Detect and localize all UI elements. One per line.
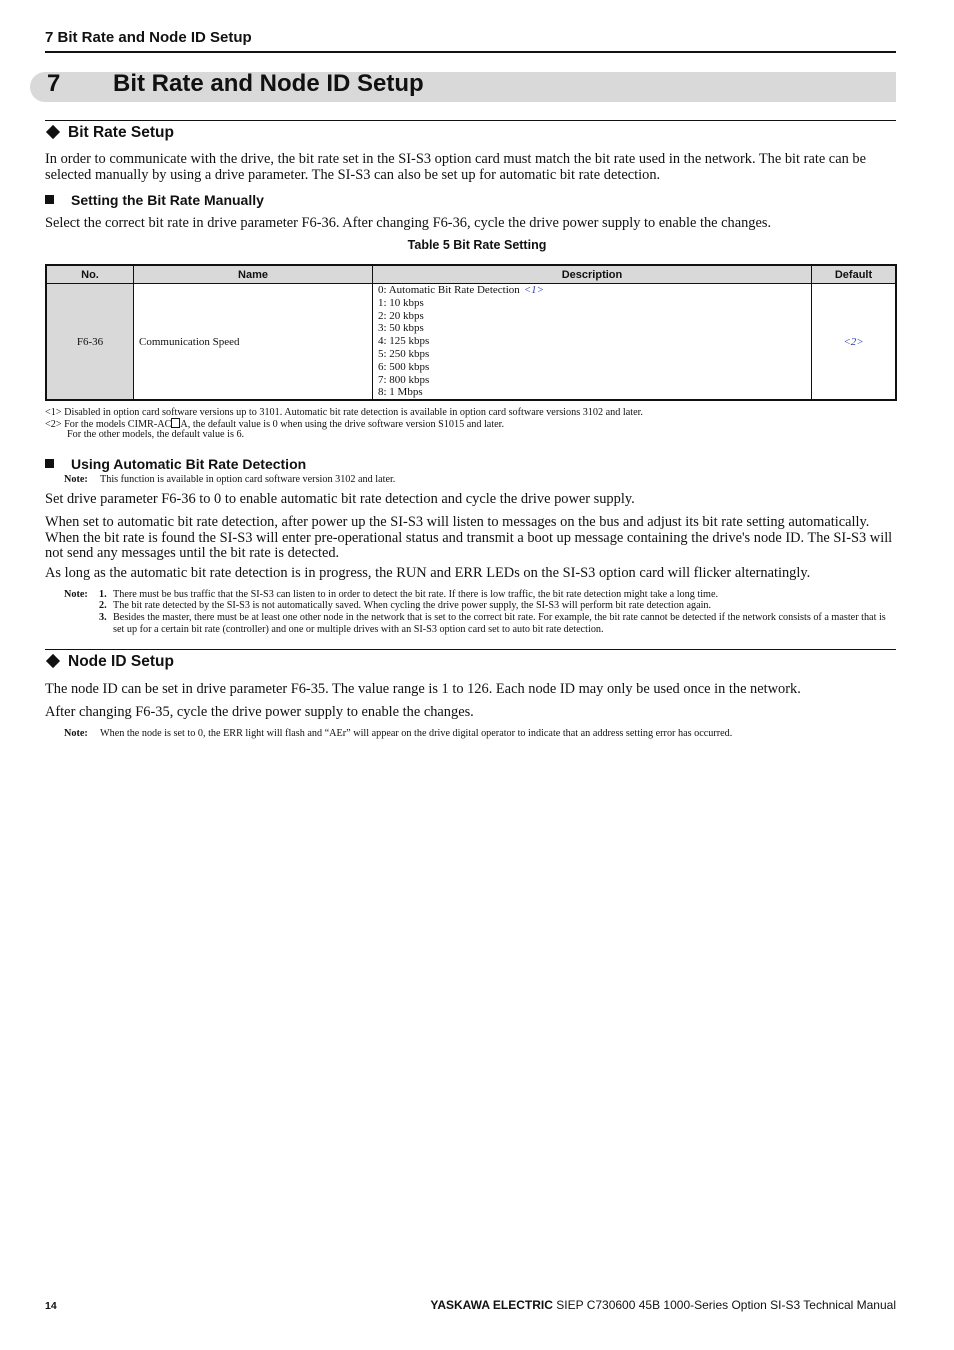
- description-line: 5: 250 kbps: [378, 347, 430, 360]
- note-number: 3.: [99, 612, 107, 623]
- square-bullet-icon: [45, 459, 54, 468]
- footer-brand: YASKAWA ELECTRIC: [430, 1298, 553, 1312]
- note-list-item: [99, 589, 896, 601]
- column-header-description: Description: [373, 265, 812, 284]
- table-caption: Table 5 Bit Rate Setting: [407, 238, 547, 252]
- note-list-item: [99, 600, 896, 612]
- note-label: Note:: [64, 474, 88, 485]
- section-divider: [45, 120, 896, 121]
- footer-manual-title: [430, 1298, 896, 1312]
- running-header: 7 Bit Rate and Node ID Setup: [45, 29, 252, 46]
- table-header-row: [46, 265, 896, 284]
- parameter-name-cell: Communication Speed: [134, 284, 373, 401]
- section-heading-bit-rate: [45, 124, 174, 142]
- description-line: 2: 20 kbps: [378, 309, 424, 322]
- note-label: Note:: [64, 728, 88, 739]
- section-heading-text: Bit Rate Setup: [68, 124, 174, 141]
- footnote-2-text-start: <2> For the models CIMR-AC: [45, 419, 172, 430]
- footer-manual-name: SIEP C730600 45B 1000-Series Option SI-S3 Technical Manual: [552, 1298, 896, 1312]
- description-line: 3: 50 kbps: [378, 322, 424, 335]
- subsection-heading-text: Setting the Bit Rate Manually: [71, 192, 264, 208]
- column-header-no: No.: [46, 265, 134, 284]
- note-item-text: The bit rate detected by the SI-S3 is not automatically saved. When cycling the drive power supply, the SI-S3 will perform bit rate detection again.: [113, 600, 712, 611]
- diamond-bullet-icon: [46, 125, 60, 139]
- description-line: 8: 1 Mbps: [378, 386, 423, 399]
- description-line: 4: 125 kbps: [378, 335, 430, 348]
- description-line: 1: 10 kbps: [378, 296, 424, 309]
- diamond-bullet-icon: [46, 654, 60, 668]
- subsection-heading-text: Using Automatic Bit Rate Detection: [71, 456, 307, 472]
- note-list-item: [99, 612, 896, 635]
- subsection-heading-auto-detection: [45, 456, 306, 472]
- section-heading-node-id: [45, 653, 174, 671]
- bit-rate-table: [45, 264, 897, 401]
- description-line: [378, 284, 806, 297]
- table-footnote-2-continued: For the other models, the default value is 6.: [67, 429, 245, 440]
- parameter-number-cell: F6-36: [46, 284, 134, 401]
- notes-label: Note:: [64, 589, 88, 600]
- footnote-ref-1[interactable]: <1>: [523, 284, 545, 296]
- column-header-name: Name: [134, 265, 373, 284]
- page-number: 14: [45, 1300, 57, 1312]
- header-rule: [45, 51, 896, 53]
- subsection-heading-manual: [45, 192, 264, 208]
- section-divider: [45, 649, 896, 650]
- column-header-default: Default: [812, 265, 897, 284]
- description-line: 7: 800 kbps: [378, 373, 430, 386]
- chapter-title: Bit Rate and Node ID Setup: [113, 70, 424, 97]
- note-text: When the node is set to 0, the ERR light will flash and “AEr” will appear on the drive digital operator to indicate that an address setting error has occurred.: [100, 728, 733, 739]
- parameter-description-cell: [373, 284, 812, 401]
- table-footnote-1: <1> Disabled in option card software versions up to 3101. Automatic bit rate detection is available in option card software versions 3102 and later.: [45, 407, 643, 418]
- chapter-number: 7: [47, 70, 61, 97]
- section-heading-text: Node ID Setup: [68, 653, 174, 670]
- auto-detection-paragraph-2: When set to automatic bit rate detection, after power up the SI-S3 will listen to messages on the bus and adjust its bit rate setting automatically. When the bit rate is found the SI-S3 will enter pre-operational status and transmit a boot up message containing the drive's node ID. The SI-S3 will not send any messages until the bit rate is detected.: [45, 514, 893, 561]
- table-row: [46, 284, 896, 401]
- auto-detection-paragraph-3: As long as the automatic bit rate detection is in progress, the RUN and ERR LEDs on the SI-S3 option card will flicker alternatingly.: [45, 565, 811, 581]
- manual-setting-paragraph: Select the correct bit rate in drive parameter F6-36. After changing F6-36, cycle the drive power supply to enable the changes.: [45, 215, 772, 231]
- bit-rate-intro-paragraph: In order to communicate with the drive, the bit rate set in the SI-S3 option card must match the bit rate used in the network. The bit rate can be selected manually by using a drive parameter. The SI-S3 can also be set up for automatic bit rate detection.: [45, 151, 866, 183]
- node-id-paragraph-1: The node ID can be set in drive parameter F6-35. The value range is 1 to 126. Each node ID may only be used once in the network.: [45, 681, 801, 697]
- description-line: 6: 500 kbps: [378, 360, 430, 373]
- note-item-text: Besides the master, there must be at least one other node in the network that is set to the correct bit rate. For example, the bit rate cannot be detected if the network consists of a master that is set up for a certain bit rate (controller) and one or multiple drives with an SI-S3 option card set to auto bit rate detection.: [113, 612, 886, 635]
- note-item-text: There must be bus traffic that the SI-S3 can listen to in order to detect the bit rate. If there is low traffic, the bit rate detection might take a long time.: [113, 589, 719, 600]
- note-text: This function is available in option card software version 3102 and later.: [100, 474, 396, 485]
- auto-detection-paragraph-1: Set drive parameter F6-36 to 0 to enable automatic bit rate detection and cycle the drive power supply.: [45, 491, 635, 507]
- note-number: 1.: [99, 589, 107, 600]
- square-bullet-icon: [45, 195, 54, 204]
- parameter-default-cell: [812, 284, 897, 401]
- footnote-ref-2[interactable]: <2>: [843, 335, 864, 348]
- note-number: 2.: [99, 600, 107, 611]
- description-line-text: 0: Automatic Bit Rate Detection: [378, 284, 520, 296]
- footnote-2-text-end: A, the default value is 0 when using the drive software version S1015 and later.: [180, 419, 505, 430]
- node-id-paragraph-2: After changing F6-35, cycle the drive power supply to enable the changes.: [45, 704, 474, 720]
